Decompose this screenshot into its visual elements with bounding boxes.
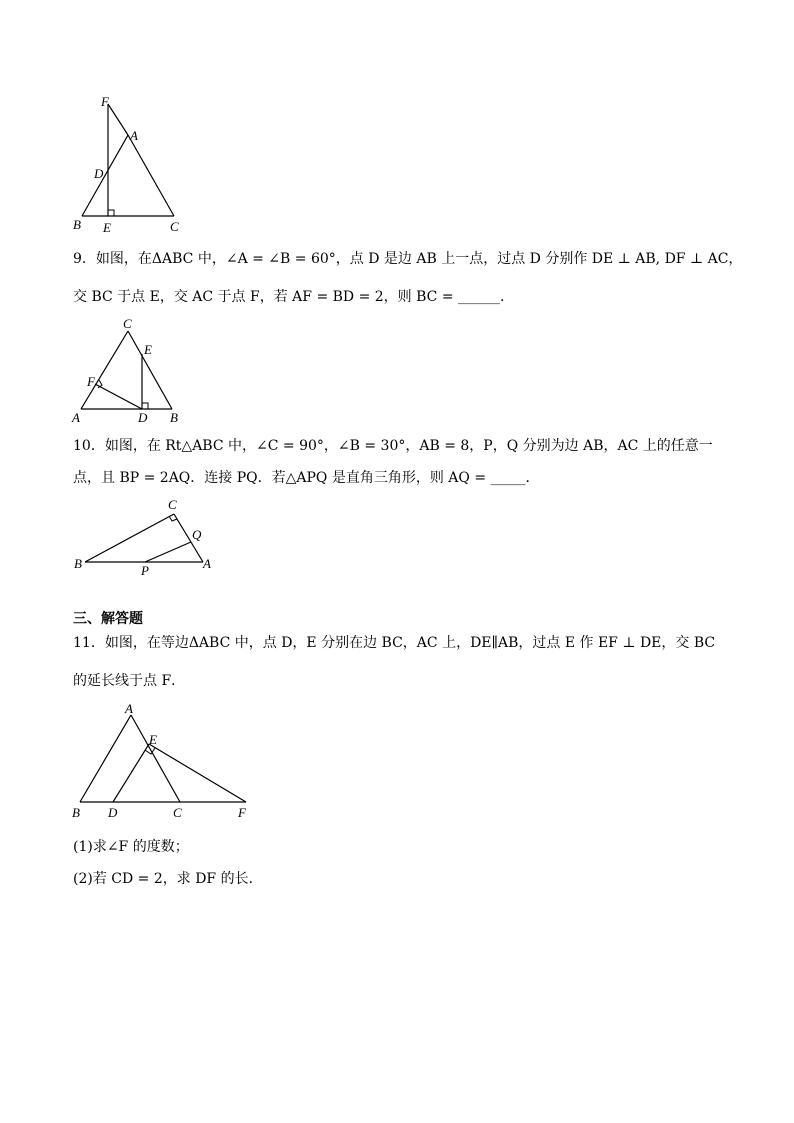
label-a: A: [72, 410, 80, 425]
label-c: C: [123, 316, 132, 331]
q10-text-line1: 10．如图，在 Rt△ABC 中，∠C = 90°，∠B = 30°，AB = 8，P，Q 分别为边 AB，AC 上的任意一: [73, 438, 713, 454]
q11-text-line2: 的延长线于点 F．: [73, 673, 186, 689]
right-angle-mark: [108, 210, 114, 216]
figure-q11-diagram: [68, 698, 258, 823]
segment-pq: [145, 542, 191, 562]
label-b: B: [170, 410, 178, 425]
label-b: B: [72, 805, 80, 820]
label-p: P: [141, 563, 149, 578]
label-d: D: [108, 805, 118, 820]
label-e: E: [103, 220, 111, 235]
section-heading: 三、解答题: [73, 611, 143, 627]
label-b: B: [74, 556, 82, 571]
label-q: Q: [192, 527, 202, 542]
label-d: D: [94, 166, 104, 181]
q10-text-line2: 点，且 BP = 2AQ．连接 PQ．若△APQ 是直角三角形，则 AQ = _____．: [73, 470, 540, 486]
right-angle-mark-d: [142, 403, 148, 409]
segment-ba: [82, 135, 128, 216]
label-c: C: [170, 219, 179, 234]
label-a: A: [130, 128, 138, 143]
q9-text-line2: 交 BC 于点 E，交 AC 于点 F，若 AF = BD = 2，则 BC = ______．: [73, 289, 515, 305]
label-f: F: [238, 805, 246, 820]
figure-q10: [70, 494, 220, 579]
label-c: C: [173, 805, 182, 820]
label-e: E: [149, 732, 157, 747]
label-f: F: [87, 374, 95, 389]
label-e: E: [144, 342, 152, 357]
segment-de: [113, 744, 149, 802]
figure-q8-diagram: [70, 92, 190, 237]
q9-text-line1: 9．如图，在ΔABC 中，∠A = ∠B = 60°，点 D 是边 AB 上一点，过点 D 分别作 DE ⊥ AB, DF ⊥ AC，: [73, 251, 743, 267]
figure-q10-diagram: [70, 494, 220, 579]
figure-q9: [68, 314, 188, 426]
figure-q11: [68, 698, 258, 823]
segment-df: [95, 384, 142, 409]
label-b: B: [73, 217, 81, 232]
figure-q8: [70, 92, 190, 237]
segment-ac: [128, 135, 174, 216]
q11-text-line1: 11．如图，在等边ΔABC 中，点 D，E 分别在边 BC，AC 上，DE∥AB，过点 E 作 EF ⊥ DE，交 BC: [73, 635, 716, 651]
label-c: C: [168, 497, 177, 512]
label-a: A: [125, 701, 133, 716]
q11-part1: (1)求∠F 的度数；: [73, 839, 189, 855]
label-a: A: [203, 556, 211, 571]
figure-q9-diagram: [68, 314, 188, 426]
segment-fa: [108, 104, 128, 135]
segment-ba: [80, 715, 131, 802]
label-d: D: [138, 410, 148, 425]
label-f: F: [101, 94, 109, 109]
q11-part2: (2)若 CD = 2，求 DF 的长．: [73, 871, 263, 887]
